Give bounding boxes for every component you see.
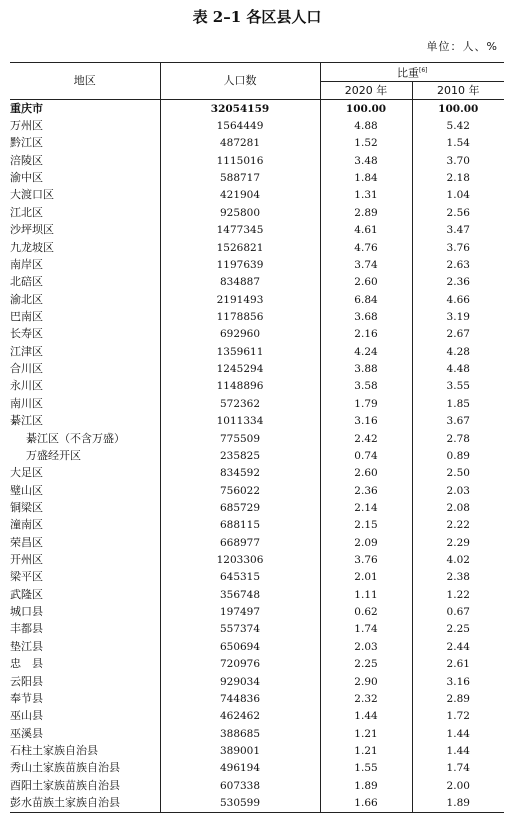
cell-population: 1115016 <box>160 152 320 169</box>
cell-region-name: 南川区 <box>10 396 43 410</box>
cell-share-2010: 2.08 <box>412 499 504 516</box>
table-row <box>10 465 504 482</box>
cell-share-2020: 1.79 <box>320 395 412 412</box>
cell-share-2010: 4.48 <box>412 360 504 377</box>
table-row <box>10 343 504 360</box>
cell-region-name: 奉节县 <box>10 691 43 705</box>
cell-share-2010: 1.74 <box>412 760 504 777</box>
cell-share-2020: 1.89 <box>320 777 412 794</box>
cell-share-2020: 3.58 <box>320 378 412 395</box>
cell-region-name: 彭水苗族土家族自治县 <box>10 794 160 812</box>
table-row <box>10 621 504 638</box>
cell-share-2010: 3.19 <box>412 308 504 325</box>
cell-share-2020: 2.25 <box>320 656 412 673</box>
cell-share-2020: 1.55 <box>320 760 412 777</box>
cell-population: 929034 <box>160 673 320 690</box>
cell-share-2010: 2.89 <box>412 690 504 707</box>
cell-population: 389001 <box>160 742 320 759</box>
table-row <box>10 569 504 586</box>
cell-population: 1178856 <box>160 308 320 325</box>
cell-share-2020: 1.21 <box>320 725 412 742</box>
cell-share-2010: 3.47 <box>412 222 504 239</box>
table-row <box>10 100 504 118</box>
cell-share-2020: 2.36 <box>320 482 412 499</box>
cell-share-2010: 4.28 <box>412 343 504 360</box>
table-row <box>10 135 504 152</box>
cell-population: 32054159 <box>160 100 320 118</box>
table-row <box>10 794 504 812</box>
cell-region-name: 荣昌区 <box>10 535 43 549</box>
cell-region-name: 南岸区 <box>10 257 43 271</box>
cell-share-2020: 4.88 <box>320 117 412 134</box>
cell-population: 756022 <box>160 482 320 499</box>
cell-share-2010: 2.00 <box>412 777 504 794</box>
cell-share-2010: 0.67 <box>412 603 504 620</box>
cell-share-2020: 1.21 <box>320 742 412 759</box>
cell-share-2020: 4.24 <box>320 343 412 360</box>
cell-share-2010: 4.02 <box>412 551 504 568</box>
table-row <box>10 482 504 499</box>
cell-region-name: 璧山区 <box>10 483 43 497</box>
cell-region-name: 武隆区 <box>10 587 43 601</box>
cell-share-2010: 1.89 <box>412 794 504 812</box>
cell-population: 834887 <box>160 274 320 291</box>
cell-population: 1011334 <box>160 412 320 429</box>
cell-region-name: 合川区 <box>10 362 43 376</box>
table-row <box>10 152 504 169</box>
table-row <box>10 395 504 412</box>
cell-region-name: 开州区 <box>10 553 43 567</box>
cell-share-2020: 2.60 <box>320 274 412 291</box>
cell-region-name: 黔江区 <box>10 136 43 150</box>
cell-share-2020: 2.16 <box>320 326 412 343</box>
table-row <box>10 673 504 690</box>
cell-share-2010: 2.38 <box>412 569 504 586</box>
cell-region-name: 垫江县 <box>10 639 43 653</box>
cell-region-name: 重庆市 <box>10 101 43 115</box>
header-2010: 2010 年 <box>412 82 504 100</box>
cell-population: 685729 <box>160 499 320 516</box>
cell-population: 607338 <box>160 777 320 794</box>
cell-share-2020: 6.84 <box>320 291 412 308</box>
cell-region-name: 江北区 <box>10 205 43 219</box>
unit-label: 单位：人、% <box>426 40 498 53</box>
cell-share-2010: 2.56 <box>412 204 504 221</box>
cell-share-2020: 1.11 <box>320 586 412 603</box>
table-row <box>10 360 504 377</box>
cell-population: 388685 <box>160 725 320 742</box>
cell-population: 462462 <box>160 708 320 725</box>
cell-share-2010: 3.16 <box>412 673 504 690</box>
cell-population: 1477345 <box>160 222 320 239</box>
cell-region-name: 云阳县 <box>10 674 43 688</box>
cell-share-2020: 2.42 <box>320 430 412 447</box>
table-row <box>10 412 504 429</box>
table-row <box>10 777 504 794</box>
cell-population: 235825 <box>160 447 320 464</box>
cell-share-2020: 1.84 <box>320 169 412 186</box>
cell-share-2010: 3.76 <box>412 239 504 256</box>
table-title: 表 2–1 各区县人口 <box>192 8 322 26</box>
cell-share-2020: 2.60 <box>320 465 412 482</box>
cell-population: 1197639 <box>160 256 320 273</box>
header-share-label: 比重 <box>397 66 419 80</box>
cell-population: 1203306 <box>160 551 320 568</box>
cell-population: 1359611 <box>160 343 320 360</box>
cell-share-2020: 3.16 <box>320 412 412 429</box>
header-share <box>320 63 504 82</box>
cell-share-2010: 2.61 <box>412 656 504 673</box>
cell-region-name: 巴南区 <box>10 309 43 323</box>
cell-population: 744836 <box>160 690 320 707</box>
cell-region-name: 巫山县 <box>10 709 43 723</box>
cell-region-name: 沙坪坝区 <box>10 223 54 237</box>
cell-share-2010: 2.36 <box>412 274 504 291</box>
cell-population: 356748 <box>160 586 320 603</box>
cell-share-2010: 1.22 <box>412 586 504 603</box>
cell-share-2020: 2.01 <box>320 569 412 586</box>
cell-share-2010: 2.67 <box>412 326 504 343</box>
table-row <box>10 187 504 204</box>
cell-share-2020: 0.62 <box>320 603 412 620</box>
cell-share-2010: 5.42 <box>412 117 504 134</box>
header-region: 地区 <box>10 63 160 100</box>
table-row <box>10 308 504 325</box>
cell-share-2010: 2.29 <box>412 534 504 551</box>
cell-share-2020: 3.88 <box>320 360 412 377</box>
cell-population: 1245294 <box>160 360 320 377</box>
cell-region-name: 涪陵区 <box>10 153 43 167</box>
cell-region-name: 大渡口区 <box>10 188 54 202</box>
cell-region-name: 渝北区 <box>10 292 43 306</box>
cell-share-2010: 2.44 <box>412 638 504 655</box>
cell-share-2010: 3.67 <box>412 412 504 429</box>
cell-share-2020: 3.68 <box>320 308 412 325</box>
table-row <box>10 447 504 464</box>
cell-share-2010: 2.03 <box>412 482 504 499</box>
cell-share-2020: 2.03 <box>320 638 412 655</box>
cell-population: 775509 <box>160 430 320 447</box>
cell-share-2010: 100.00 <box>412 100 504 118</box>
cell-share-2010: 3.70 <box>412 152 504 169</box>
cell-population: 496194 <box>160 760 320 777</box>
cell-share-2010: 1.54 <box>412 135 504 152</box>
cell-region-name: 秀山土家族苗族自治县 <box>10 761 120 775</box>
cell-region-name: 万盛经开区 <box>26 448 81 462</box>
table-row <box>10 291 504 308</box>
cell-population: 650694 <box>160 638 320 655</box>
cell-region-name: 酉阳土家族苗族自治县 <box>10 778 120 792</box>
cell-share-2020: 100.00 <box>320 100 412 118</box>
cell-share-2010: 3.55 <box>412 378 504 395</box>
cell-population: 572362 <box>160 395 320 412</box>
cell-population: 487281 <box>160 135 320 152</box>
table-row <box>10 499 504 516</box>
cell-population: 530599 <box>160 794 320 812</box>
cell-population: 557374 <box>160 621 320 638</box>
header-population: 人口数 <box>160 63 320 100</box>
cell-population: 1564449 <box>160 117 320 134</box>
cell-population: 197497 <box>160 603 320 620</box>
table-row <box>10 742 504 759</box>
table-row <box>10 638 504 655</box>
cell-region-name: 忠 县 <box>10 657 43 671</box>
table-row <box>10 222 504 239</box>
cell-share-2020: 0.74 <box>320 447 412 464</box>
cell-share-2020: 4.61 <box>320 222 412 239</box>
table-row <box>10 656 504 673</box>
cell-population: 720976 <box>160 656 320 673</box>
cell-share-2020: 1.52 <box>320 135 412 152</box>
cell-population: 645315 <box>160 569 320 586</box>
cell-share-2020: 1.74 <box>320 621 412 638</box>
cell-region-name: 丰都县 <box>10 622 43 636</box>
cell-region-name: 江津区 <box>10 344 43 358</box>
table-row <box>10 690 504 707</box>
cell-share-2020: 3.48 <box>320 152 412 169</box>
table-row <box>10 760 504 777</box>
table-body <box>10 100 504 813</box>
cell-region-name: 北碚区 <box>10 275 43 289</box>
cell-population: 692960 <box>160 326 320 343</box>
cell-share-2020: 2.89 <box>320 204 412 221</box>
cell-region-name: 梁平区 <box>10 570 43 584</box>
cell-share-2010: 2.78 <box>412 430 504 447</box>
table-row <box>10 378 504 395</box>
cell-population: 668977 <box>160 534 320 551</box>
cell-share-2020: 2.09 <box>320 534 412 551</box>
cell-share-2010: 1.44 <box>412 725 504 742</box>
table-row <box>10 204 504 221</box>
table-row <box>10 117 504 134</box>
cell-region-name: 永川区 <box>10 379 43 393</box>
cell-population: 588717 <box>160 169 320 186</box>
cell-region-name: 大足区 <box>10 466 43 480</box>
cell-share-2020: 2.15 <box>320 517 412 534</box>
header-2020: 2020 年 <box>320 82 412 100</box>
table-row <box>10 725 504 742</box>
cell-share-2010: 2.50 <box>412 465 504 482</box>
cell-region-name: 万州区 <box>10 119 43 133</box>
cell-share-2020: 1.31 <box>320 187 412 204</box>
table-row <box>10 239 504 256</box>
cell-region-name: 石柱土家族自治县 <box>10 743 98 757</box>
cell-region-name: 长寿区 <box>10 327 43 341</box>
cell-share-2020: 3.74 <box>320 256 412 273</box>
table-row <box>10 326 504 343</box>
cell-region-name: 铜梁区 <box>10 500 43 514</box>
cell-share-2010: 2.25 <box>412 621 504 638</box>
cell-share-2010: 1.04 <box>412 187 504 204</box>
cell-region-name: 巫溪县 <box>10 726 43 740</box>
table-row <box>10 534 504 551</box>
cell-population: 1148896 <box>160 378 320 395</box>
table-row <box>10 551 504 568</box>
table-row <box>10 517 504 534</box>
table-row <box>10 430 504 447</box>
table-row <box>10 256 504 273</box>
cell-population: 688115 <box>160 517 320 534</box>
cell-share-2010: 1.44 <box>412 742 504 759</box>
cell-region-name: 綦江区（不含万盛） <box>26 431 125 445</box>
cell-share-2010: 1.72 <box>412 708 504 725</box>
cell-share-2010: 1.85 <box>412 395 504 412</box>
cell-population: 925800 <box>160 204 320 221</box>
population-table <box>10 62 504 813</box>
cell-share-2010: 2.22 <box>412 517 504 534</box>
table-row <box>10 603 504 620</box>
cell-share-2020: 1.44 <box>320 708 412 725</box>
cell-share-2020: 2.90 <box>320 673 412 690</box>
table-row <box>10 169 504 186</box>
table-row <box>10 274 504 291</box>
cell-share-2010: 2.18 <box>412 169 504 186</box>
cell-region-name: 九龙坡区 <box>10 240 54 254</box>
cell-population: 2191493 <box>160 291 320 308</box>
cell-region-name: 綦江区 <box>10 414 43 428</box>
cell-share-2020: 4.76 <box>320 239 412 256</box>
header-share-note: [6] <box>419 66 428 74</box>
cell-share-2010: 0.89 <box>412 447 504 464</box>
cell-share-2010: 2.63 <box>412 256 504 273</box>
cell-share-2010: 4.66 <box>412 291 504 308</box>
cell-share-2020: 2.14 <box>320 499 412 516</box>
table-row <box>10 708 504 725</box>
cell-population: 1526821 <box>160 239 320 256</box>
cell-share-2020: 1.66 <box>320 794 412 812</box>
cell-population: 834592 <box>160 465 320 482</box>
cell-share-2020: 3.76 <box>320 551 412 568</box>
cell-region-name: 潼南区 <box>10 518 43 532</box>
cell-population: 421904 <box>160 187 320 204</box>
cell-region-name: 城口县 <box>10 605 43 619</box>
table-row <box>10 586 504 603</box>
cell-share-2020: 2.32 <box>320 690 412 707</box>
cell-region-name: 渝中区 <box>10 171 43 185</box>
